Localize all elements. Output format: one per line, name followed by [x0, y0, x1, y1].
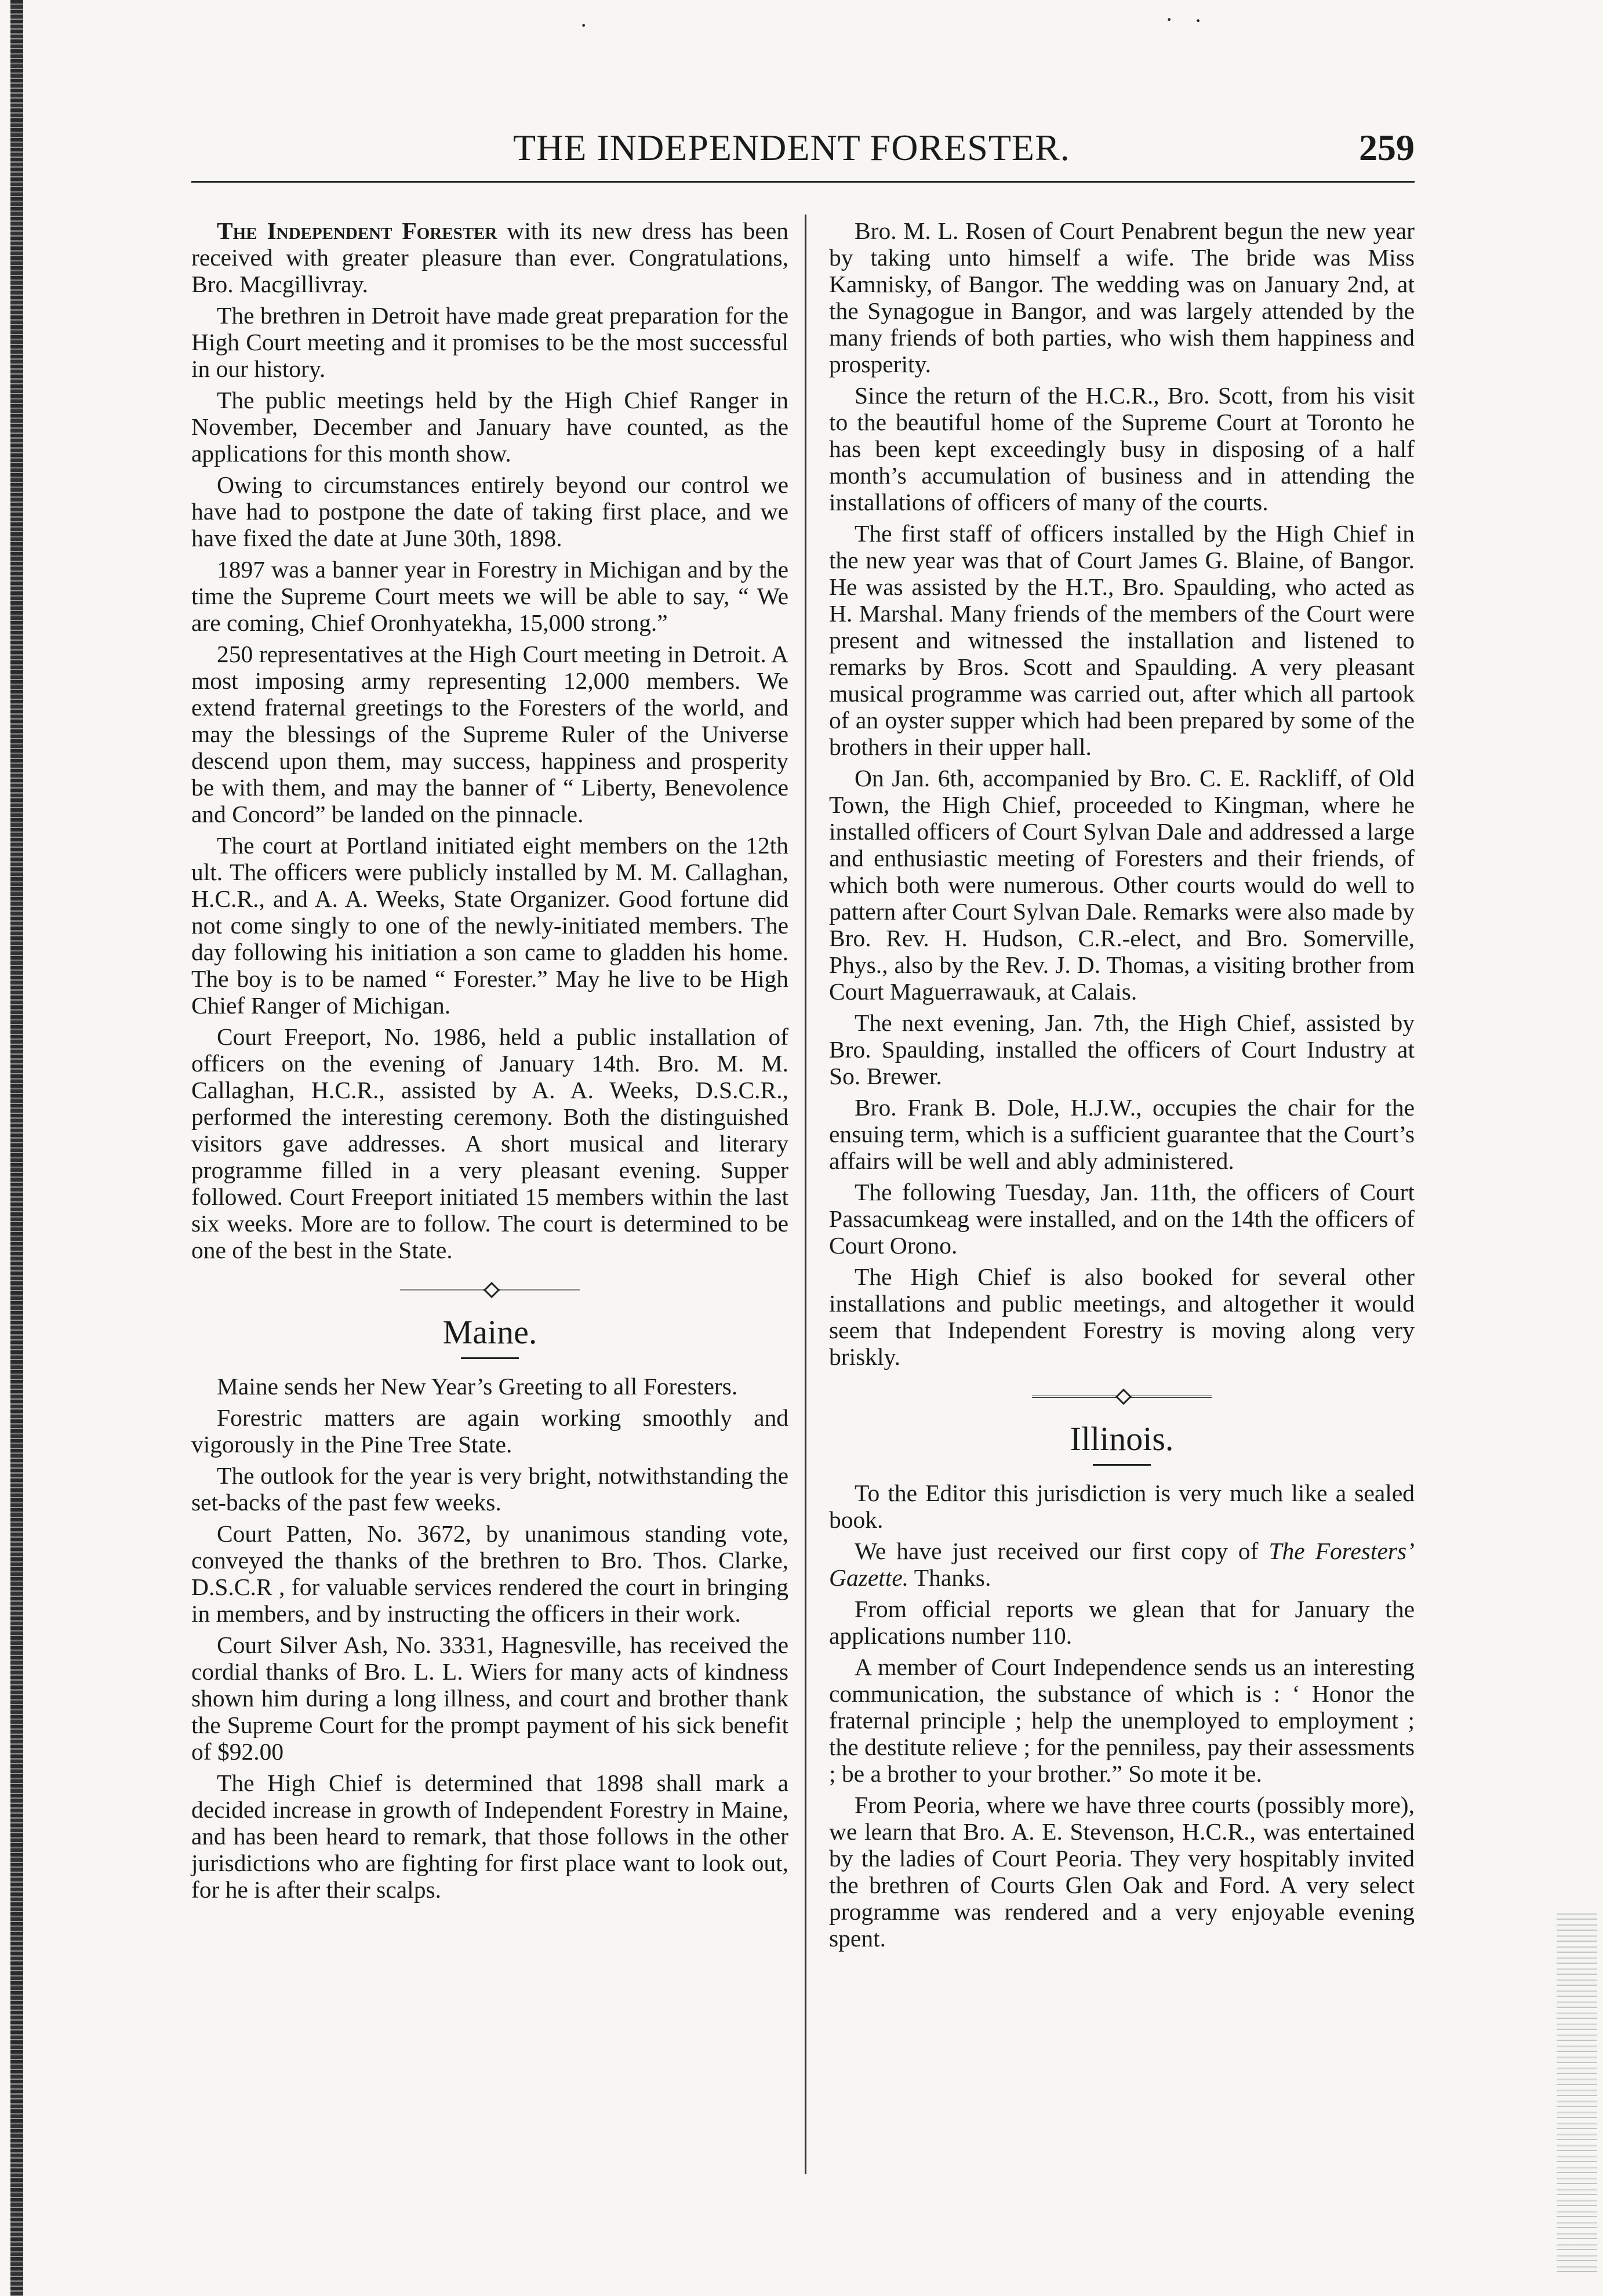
- paragraph: To the Editor this jurisdiction is very much like a sealed book.: [829, 1480, 1415, 1533]
- section-heading-maine: Maine.: [442, 1313, 537, 1351]
- paragraph: The public meetings held by the High Chief Ranger in November, December and January have counted, as the applications for this month show.: [191, 387, 788, 467]
- column-divider: [805, 215, 806, 2174]
- paragraph: Court Silver Ash, No. 3331, Hagnesville, has received the cordial thanks of Bro. L. L. Wiers for many acts of kindness shown him during a long illness, and court and brother thank the Supreme Court for the prompt payment of his sick benefit of $92.00: [191, 1632, 788, 1765]
- paragraph: Since the return of the H.C.R., Bro. Scott, from his visit to the beautiful home of the Supreme Court at Toronto he has been kept exceedingly busy in disposing of a half month’s accumulation of business and in attending the installations of officers of many of the courts.: [829, 382, 1415, 515]
- page-header: [191, 119, 1415, 183]
- paragraph: Bro. Frank B. Dole, H.J.W., occupies the chair for the ensuing term, which is a sufficient guarantee that the Court’s affairs will be well and ably administered.: [829, 1094, 1415, 1174]
- paragraph: A member of Court Independence sends us an interesting communication, the substance of which is : ‘ Honor the fraternal principle ; help the unemployed to employment ; the destitute relieve ; for the penniless, pay their assessments ; be a brother to your brother.” So mote it be.: [829, 1654, 1415, 1787]
- paragraph: Court Patten, No. 3672, by unanimous standing vote, conveyed the thanks of the brethren to Bro. Thos. Clarke, D.S.C.R , for valuable services rendered the court in bringing in members, and by instructing the officers in their work.: [191, 1520, 788, 1627]
- paragraph: The High Chief is determined that 1898 shall mark a decided increase in growth of Independent Forestry in Maine, and has been heard to remark, that those follows in the other jurisdictions who are fighting for first place want to look out, for he is after their scalps.: [191, 1770, 788, 1903]
- paragraph: Maine sends her New Year’s Greeting to all Foresters.: [217, 1373, 738, 1400]
- scan-speck: ·: [580, 12, 588, 38]
- section-separator: [191, 1278, 788, 1302]
- paragraph: Owing to circumstances entirely beyond our control we have had to postpone the date of taking first place, and we have fixed the date at June 30th, 1898.: [191, 471, 788, 551]
- paragraph-text: We have just received our first copy of: [855, 1538, 1269, 1564]
- paragraph: The High Chief is also booked for several other installations and public meetings, and altogether it would seem that Independent Forestry is moving along very briskly.: [829, 1263, 1415, 1370]
- paragraph: The following Tuesday, Jan. 11th, the officers of Court Passacumkeag were installed, and on the 14th the officers of Court Orono.: [829, 1179, 1415, 1259]
- paragraph: The next evening, Jan. 7th, the High Chief, assisted by Bro. Spaulding, installed the officers of Court Industry at So. Brewer.: [829, 1009, 1415, 1089]
- paragraph: 1897 was a banner year in Forestry in Michigan and by the time the Supreme Court meets we will be able to say, “ We are coming, Chief Oronhyatekha, 15,000 strong.”: [191, 556, 788, 636]
- scan-edge-noise: [1557, 1913, 1597, 2273]
- right-column: [829, 217, 1415, 1956]
- heading-rule: [1093, 1464, 1151, 1466]
- scan-speck: ·: [1194, 8, 1202, 34]
- periodical-title: The Foresters’ Gazette.: [829, 1538, 1415, 1591]
- paragraph: The brethren in Detroit have made great preparation for the High Court meeting and it promises to be the most successful in our history.: [191, 302, 788, 382]
- left-column: [191, 217, 788, 1908]
- paragraph: From official reports we glean that for January the applications number 110.: [829, 1596, 1415, 1649]
- paragraph: The first staff of officers installed by the High Chief in the new year was that of Court James G. Blaine, of Bangor. He was assisted by the H.T., Bro. Spaulding, who acted as H. Marshal. Many friends of the members of the Court were present and witnessed the installation and listened to remarks by Bros. Scott and Spaulding. A very pleasant musical programme was carried out, after which all partook of an oyster supper which had been prepared by some of the brothers in their upper hall.: [829, 520, 1415, 760]
- paragraph: From Peoria, where we have three courts (possibly more), we learn that Bro. A. E. Stevenson, H.C.R., was entertained by the ladies of Court Peoria. They very hospitably invited the brethren of Courts Glen Oak and Ford. A very select programme was rendered and a very enjoyable evening spent.: [829, 1792, 1415, 1952]
- paragraph: The court at Portland initiated eight members on the 12th ult. The officers were publicly installed by M. M. Callaghan, H.C.R., and A. A. Weeks, State Organizer. Good fortune did not come singly to one of the newly-initiated members. The day following his initiation a son came to gladden his home. The boy is to be named “ Forester.” May he live to be High Chief Ranger of Michigan.: [191, 832, 788, 1019]
- heading-rule: [461, 1357, 519, 1359]
- paragraph: 250 representatives at the High Court meeting in Detroit. A most imposing army representing 12,000 members. We extend fraternal greetings to the Foresters of the world, and may the blessings of the Supreme Ruler of the Universe descend upon them, may success, happiness and prosperity be with them, and may the banner of “ Liberty, Benevolence and Concord” be landed on the pinnacle.: [191, 641, 788, 827]
- running-title: THE INDEPENDENT FORESTER.: [513, 127, 1070, 168]
- header-rule: [191, 181, 1415, 183]
- page-number: 259: [1359, 127, 1415, 168]
- scan-binding-edge: [10, 0, 23, 2296]
- paragraph: Bro. M. L. Rosen of Court Penabrent begun the new year by taking unto himself a wife. The bride was Miss Kamnisky, of Bangor. The wedding was on January 2nd, at the Synagogue in Bangor, and was largely attended by the many friends of both parties, who wish them happiness and prosperity.: [829, 217, 1415, 377]
- paragraph: On Jan. 6th, accompanied by Bro. C. E. Rackliff, of Old Town, the High Chief, proceeded to Kingman, where he installed officers of Court Sylvan Dale and addressed a large and enthusiastic meeting of Foresters and their friends, of which both were numerous. Other courts would do well to pattern after Court Sylvan Dale. Remarks were also made by Bro. Rev. H. Hudson, C.R.-elect, and Bro. Somerville, Phys., also by the Rev. J. D. Thomas, a visiting brother from Court Maguerrawauk, at Calais.: [829, 765, 1415, 1005]
- paragraph: [191, 217, 788, 297]
- scan-speck: ·: [1165, 6, 1173, 32]
- paragraph: The outlook for the year is very bright, notwithstanding the set-backs of the past few weeks.: [191, 1462, 788, 1516]
- publication-name: The Independent Forester: [217, 217, 497, 244]
- paragraph: [829, 1538, 1415, 1591]
- paragraph-text: Thanks.: [908, 1564, 991, 1591]
- paragraph: Court Freeport, No. 1986, held a public installation of officers on the evening of January 14th. Bro. M. M. Callaghan, H.C.R., assisted by A. A. Weeks, D.S.C.R., performed the interesting ceremony. Both the distinguished visitors gave addresses. A short musical and literary programme filled in a very pleasant evening. Supper followed. Court Freeport initiated 15 members within the last six weeks. More are to follow. The court is determined to be one of the best in the State.: [191, 1023, 788, 1263]
- paragraph: Forestric matters are again working smoothly and vigorously in the Pine Tree State.: [191, 1404, 788, 1458]
- section-separator: [829, 1385, 1415, 1408]
- section-heading-illinois: Illinois.: [1070, 1420, 1174, 1458]
- paragraph-text: with its new dress has been received with greater pleasure than ever. Congratulations, Bro. Macgillivray.: [191, 217, 788, 297]
